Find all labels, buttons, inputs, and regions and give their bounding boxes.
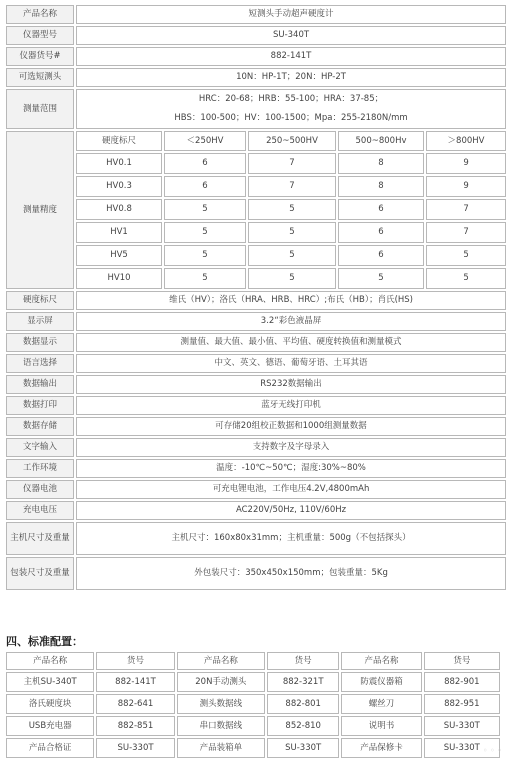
accuracy-cell: 5: [248, 268, 336, 289]
spec-label: 数据输出: [6, 375, 74, 394]
spec-value: 可充电锂电池，工作电压4.2V,4800mAh: [76, 480, 506, 499]
accuracy-cell: 5: [338, 268, 424, 289]
accuracy-cell: 8: [338, 176, 424, 197]
spec-value: 主机尺寸：160x80x31mm；主机重量：500g（不包括探头）: [76, 522, 506, 555]
config-header: 产品名称: [6, 652, 94, 670]
spec-value: 测量值、最大值、最小值、平均值、硬度转换值和测量模式: [76, 333, 506, 352]
spec-value: 外包装尺寸：350x450x150mm；包装重量：5Kg: [76, 557, 506, 590]
spec-label: 测量范围: [6, 89, 74, 129]
accuracy-cell: HV0.3: [76, 176, 162, 197]
accuracy-cell: 5: [164, 245, 246, 266]
table-row: [6, 26, 506, 45]
config-cell: 防震仪器箱: [341, 672, 421, 692]
spec-label: 硬度标尺: [6, 291, 74, 310]
table-row: [6, 480, 506, 499]
table-row: [6, 5, 506, 24]
table-row: [6, 291, 506, 310]
accuracy-cell: 7: [248, 153, 336, 174]
spec-label: 数据存储: [6, 417, 74, 436]
config-cell: 串口数据线: [177, 716, 265, 736]
config-cell: 主机SU-340T: [6, 672, 94, 692]
accuracy-cell: 6: [338, 199, 424, 220]
spec-label: 文字输入: [6, 438, 74, 457]
spec-label: 包装尺寸及重量: [6, 557, 74, 590]
accuracy-header: ＞800HV: [426, 131, 506, 151]
spec-label: 仪器电池: [6, 480, 74, 499]
table-row: [6, 501, 506, 520]
accuracy-cell: 8: [338, 153, 424, 174]
spec-value: SU-340T: [76, 26, 506, 45]
accuracy-cell: 6: [164, 176, 246, 197]
accuracy-row: [6, 222, 506, 243]
accuracy-cell: HV1: [76, 222, 162, 243]
spec-label: 仪器货号#: [6, 47, 74, 66]
config-cell: 852-810: [267, 716, 339, 736]
spec-table: [4, 3, 508, 592]
config-cell: 说明书: [341, 716, 421, 736]
config-header: 产品名称: [177, 652, 265, 670]
accuracy-row: [6, 268, 506, 289]
accuracy-cell: 7: [426, 222, 506, 243]
spec-value: 温度：-10℃~50℃；湿度:30%~80%: [76, 459, 506, 478]
spec-value: 支持数字及字母录入: [76, 438, 506, 457]
range-line: HBS：100-500；HV：100-1500；Mpa：255-2180N/mm: [174, 113, 408, 123]
config-cell: USB充电器: [6, 716, 94, 736]
table-row: [6, 438, 506, 457]
config-header: 货号: [96, 652, 174, 670]
config-cell: 882-321T: [267, 672, 339, 692]
config-row: [6, 672, 500, 692]
table-row: [6, 396, 506, 415]
accuracy-cell: 5: [164, 222, 246, 243]
config-cell: 882-141T: [96, 672, 174, 692]
config-header: 产品名称: [341, 652, 421, 670]
config-cell: 882-901: [424, 672, 500, 692]
accuracy-cell: 5: [248, 245, 336, 266]
range-line: HRC：20-68；HRB：55-100；HRA：37-85；: [198, 94, 384, 104]
accuracy-cell: HV5: [76, 245, 162, 266]
accuracy-cell: 5: [164, 268, 246, 289]
accuracy-cell: HV0.1: [76, 153, 162, 174]
config-cell: 产品合格证: [6, 738, 94, 758]
accuracy-cell: 7: [426, 199, 506, 220]
table-row: [6, 312, 506, 331]
accuracy-cell: 9: [426, 153, 506, 174]
spec-label: 数据打印: [6, 396, 74, 415]
spec-value: RS232数据输出: [76, 375, 506, 394]
table-row: [6, 557, 506, 590]
config-section-title: 四、标准配置：: [6, 635, 83, 648]
accuracy-cell: 5: [248, 222, 336, 243]
accuracy-cell: HV10: [76, 268, 162, 289]
spec-value: 10N：HP-1T；20N：HP-2T: [76, 68, 506, 87]
spec-label: 工作环境: [6, 459, 74, 478]
table-row: [6, 89, 506, 129]
spec-value: 882-141T: [76, 47, 506, 66]
accuracy-cell: 5: [164, 199, 246, 220]
config-cell: 20N手动测头: [177, 672, 265, 692]
config-cell: 螺丝刀: [341, 694, 421, 714]
spec-label: 仪器型号: [6, 26, 74, 45]
accuracy-cell: 5: [426, 245, 506, 266]
spec-value: AC220V/50Hz, 110V/60Hz: [76, 501, 506, 520]
accuracy-row: [6, 199, 506, 220]
table-row: [6, 68, 506, 87]
spec-label: 产品名称: [6, 5, 74, 24]
accuracy-cell: 6: [338, 245, 424, 266]
accuracy-cell: 9: [426, 176, 506, 197]
accuracy-header: 250~500HV: [248, 131, 336, 151]
spec-value: 蓝牙无线打印机: [76, 396, 506, 415]
accuracy-row: [6, 153, 506, 174]
config-cell: 产品保修卡: [341, 738, 421, 758]
table-row: [6, 375, 506, 394]
config-cell: 882-951: [424, 694, 500, 714]
config-header-row: [6, 652, 500, 670]
spec-label: 语言选择: [6, 354, 74, 373]
spec-label: 可选短测头: [6, 68, 74, 87]
config-cell: 882-851: [96, 716, 174, 736]
config-cell: 882-641: [96, 694, 174, 714]
config-cell: 产品装箱单: [177, 738, 265, 758]
table-row: [6, 522, 506, 555]
config-row: [6, 716, 500, 736]
spec-value: 可存储20组校正数据和1000组测量数据: [76, 417, 506, 436]
accuracy-row: [6, 245, 506, 266]
accuracy-cell: 6: [338, 222, 424, 243]
accuracy-cell: 6: [164, 153, 246, 174]
config-table: [4, 650, 502, 760]
spec-label: 数据显示: [6, 333, 74, 352]
spec-value: 3.2“彩色液晶屏: [76, 312, 506, 331]
config-cell: 882-801: [267, 694, 339, 714]
config-cell: 洛氏硬度块: [6, 694, 94, 714]
accuracy-row: [6, 176, 506, 197]
config-cell: SU-330T: [96, 738, 174, 758]
config-cell: SU-330T: [424, 738, 500, 758]
table-row: [6, 417, 506, 436]
spec-label: 显示屏: [6, 312, 74, 331]
accuracy-cell: HV0.8: [76, 199, 162, 220]
watermark-icon: ◦ ◦ ◦: [482, 746, 502, 755]
spec-label: 测量精度: [6, 131, 74, 289]
accuracy-cell: 7: [248, 176, 336, 197]
spec-value: 短测头手动超声硬度计: [76, 5, 506, 24]
table-row: [6, 47, 506, 66]
accuracy-cell: 5: [426, 268, 506, 289]
config-cell: 测头数据线: [177, 694, 265, 714]
accuracy-header: 硬度标尺: [76, 131, 162, 151]
config-header: 货号: [424, 652, 500, 670]
accuracy-cell: 5: [248, 199, 336, 220]
spec-value: 维氏（HV）；洛氏（HRA、HRB、HRC）;布氏（HB）；肖氏(HS): [76, 291, 506, 310]
accuracy-header: ＜250HV: [164, 131, 246, 151]
config-header: 货号: [267, 652, 339, 670]
spec-value: 中文、英文、德语、葡萄牙语、土耳其语: [76, 354, 506, 373]
accuracy-header: 500~800Hv: [338, 131, 424, 151]
table-row: [6, 459, 506, 478]
table-row: [6, 354, 506, 373]
config-cell: SU-330T: [267, 738, 339, 758]
spec-value: [76, 89, 506, 129]
spec-label: 主机尺寸及重量: [6, 522, 74, 555]
config-row: [6, 694, 500, 714]
config-row: [6, 738, 500, 758]
config-cell: SU-330T: [424, 716, 500, 736]
table-row: [6, 131, 506, 151]
table-row: [6, 333, 506, 352]
spec-label: 充电电压: [6, 501, 74, 520]
